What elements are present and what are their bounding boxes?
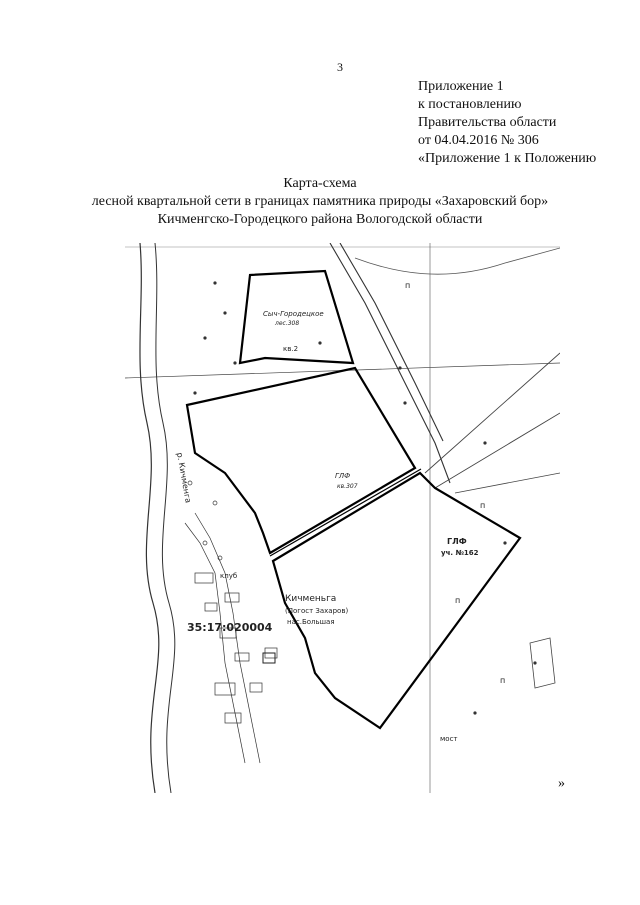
title-line-1: Карта-схема bbox=[283, 176, 357, 191]
label-klub: клуб bbox=[220, 572, 238, 580]
label-p-3: п bbox=[455, 596, 461, 605]
page-number: 3 bbox=[337, 60, 343, 74]
label-bolshaya: нас.Большая bbox=[287, 618, 335, 626]
appendix-block bbox=[418, 78, 596, 168]
label-cadastral: 35:17:020004 bbox=[187, 621, 273, 634]
forest-map bbox=[125, 243, 560, 793]
appendix-line-1: Приложение 1 bbox=[418, 79, 504, 94]
boundary-central-parcel bbox=[187, 368, 415, 553]
road-top-right bbox=[355, 248, 560, 274]
label-gorodetskoe: Сыч-Городецкое bbox=[263, 310, 324, 318]
label-gfd-top: ГЛФ bbox=[335, 472, 351, 480]
label-p-2: п bbox=[480, 501, 486, 510]
label-gorodetskoe-sub: лес.308 bbox=[275, 320, 300, 327]
label-p-4: п bbox=[500, 676, 506, 685]
appendix-line-2: к постановлению bbox=[418, 97, 522, 112]
label-kichmenga: Кичменьга bbox=[285, 594, 337, 604]
river-bank bbox=[155, 243, 175, 793]
appendix-line-4: от 04.04.2016 № 306 bbox=[418, 133, 539, 148]
label-most: мост bbox=[440, 735, 458, 743]
label-p-1: п bbox=[405, 281, 411, 290]
closing-quote: » bbox=[558, 776, 565, 791]
label-gfd-top-sub: кв.307 bbox=[337, 483, 358, 490]
appendix-line-5: «Приложение 1 к Положению bbox=[418, 151, 597, 166]
document-title bbox=[0, 175, 640, 229]
title-line-3: Кичменгско-Городецкого района Вологодской области bbox=[157, 212, 483, 227]
road-2 bbox=[340, 243, 443, 441]
appendix-line-3: Правительства области bbox=[418, 115, 557, 130]
label-kv2: кв.2 bbox=[283, 345, 299, 353]
label-river: р. Кичменга bbox=[175, 451, 193, 504]
road-diagonal bbox=[425, 353, 560, 473]
title-line-2: лесной квартальной сети в границах памятника природы «Захаровский бор» bbox=[91, 194, 549, 209]
label-gfd-sub: уч. №162 bbox=[441, 549, 479, 557]
label-pogost: (Погост Захаров) bbox=[285, 607, 349, 615]
road-diagonal-3 bbox=[455, 473, 560, 493]
label-gfd: ГЛФ bbox=[447, 537, 467, 546]
